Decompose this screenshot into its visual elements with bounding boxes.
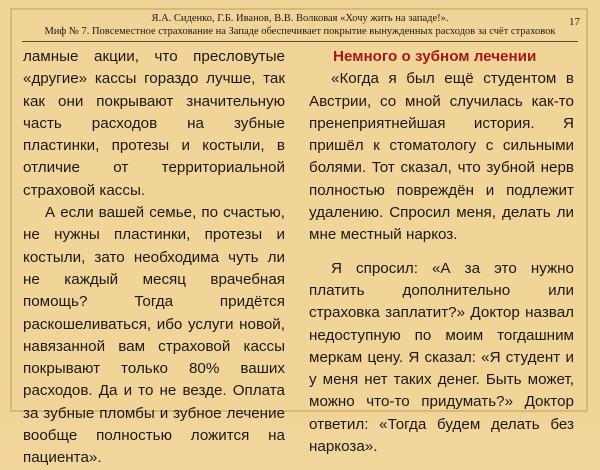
left-column: [23, 46, 285, 470]
section-heading: Немного о зубном лечении: [333, 48, 537, 65]
right-paragraph-2: Я спросил: «А за это нужно платить дополнительно или страховка заплатит?» Доктор назвал недоступную по моим тогдашним меркам цену. Я сказал: «Я студент и у меня нет таких денег. Быть может, можно что-то придумать?» Доктор ответил: «Тогда будем делать без наркоза».: [309, 259, 574, 456]
paragraph-gap: [309, 247, 574, 258]
header-authors-title: Я.А. Сиденко, Г.Б. Иванов, В.В. Волковая «Хочу жить на западе!».: [151, 13, 449, 24]
left-paragraph-1: ламные акции, что пресловутые «другие» кассы гораздо лучше, так как они покрывают значительную часть расходов на зубные пластинки, протезы и костыли, в отличие от территориальной страховой кассы.: [23, 48, 285, 199]
left-paragraph-2: А если вашей семье, по счастью, не нужны пластинки, протезы и костыли, зато необходима чуть ли не каждый месяц врачебная помощь? Тогда придётся раскошеливаться, ибо услуги новой, навязанной вам страховой кассы покрывают только 80% ваших расходов. Да и то не везде. Оплата за зубные пломбы и зубное лечение вообще полностью ложится на пациента».: [23, 204, 285, 467]
header-divider: [22, 41, 578, 42]
header-chapter-title: Миф № 7. Повсеместное страхование на Западе обеспечивает покрытие вынужденных расходов за счёт страховок: [44, 26, 556, 37]
running-header: [0, 12, 600, 38]
right-column: [309, 46, 574, 458]
page-number: 17: [569, 16, 580, 28]
right-paragraph-1: «Когда я был ещё студентом в Австрии, со мной случилась как-то пренеприятнейшая история. Я пришёл к стоматологу с сильными болями. Тот сказал, что зубной нерв полностью повреждён и подлежит удалению. Спросил меня, делать ли мне местный наркоз.: [309, 70, 574, 244]
